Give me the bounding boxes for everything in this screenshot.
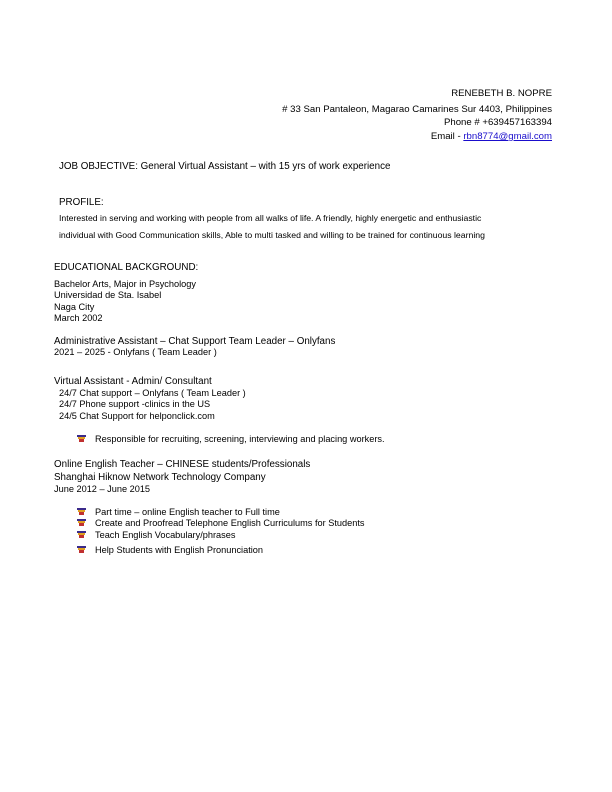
bullet-icon [77, 546, 86, 553]
job3-bullet-3: Teach English Vocabulary/phrases [95, 530, 236, 540]
resume-name: RENEBETH B. NOPRE [451, 88, 552, 99]
email-label: Email - [430, 131, 464, 142]
education-heading: EDUCATIONAL BACKGROUND: [54, 262, 199, 273]
job2-bullet-1: Responsible for recruiting, screening, interviewing and placing workers. [95, 434, 385, 444]
job2-line-3: 24/5 Chat Support for helponclick.com [59, 411, 215, 421]
bullet-icon [77, 519, 86, 526]
job2-line-2: 24/7 Phone support -clinics in the US [59, 399, 211, 409]
job2-title: Virtual Assistant - Admin/ Consultant [54, 376, 212, 387]
job3-bullet-4: Help Students with English Pronunciation [95, 545, 264, 555]
education-school: Universidad de Sta. Isabel [54, 290, 162, 300]
job2-line-1: 24/7 Chat support – Onlyfans ( Team Leader ) [59, 388, 246, 398]
email-line [431, 131, 552, 142]
job3-company: Shanghai Hiknow Network Technology Company [54, 472, 266, 483]
address: # 33 San Pantaleon, Magarao Camarines Sur 4403, Philippines [282, 104, 552, 115]
profile-line-1: Interested in serving and working with people from all walks of life. A friendly, highly energetic and enthusiastic [59, 213, 482, 223]
profile-heading: PROFILE: [59, 197, 104, 208]
profile-line-2: individual with Good Communication skills, Able to multi tasked and willing to be trained for continuous learning [59, 230, 485, 240]
education-degree: Bachelor Arts, Major in Psychology [54, 279, 196, 289]
education-city: Naga City [54, 302, 95, 312]
bullet-icon [77, 435, 86, 442]
job1-dates: 2021 – 2025 - Onlyfans ( Team Leader ) [54, 347, 217, 357]
email-link[interactable]: rbn8774@gmail.com [463, 131, 552, 142]
job1-title: Administrative Assistant – Chat Support Team Leader – Onlyfans [54, 336, 336, 347]
bullet-icon [77, 508, 86, 515]
phone: Phone # +639457163394 [443, 117, 552, 128]
job3-bullet-1: Part time – online English teacher to Full time [95, 507, 280, 517]
education-date: March 2002 [54, 313, 103, 323]
job3-bullet-2: Create and Proofread Telephone English Curriculums for Students [95, 518, 365, 528]
job3-dates: June 2012 – June 2015 [54, 484, 151, 494]
job3-title: Online English Teacher – CHINESE students/Professionals [54, 459, 311, 470]
job-objective: JOB OBJECTIVE: General Virtual Assistant – with 15 yrs of work experience [59, 161, 391, 172]
bullet-icon [77, 531, 86, 538]
